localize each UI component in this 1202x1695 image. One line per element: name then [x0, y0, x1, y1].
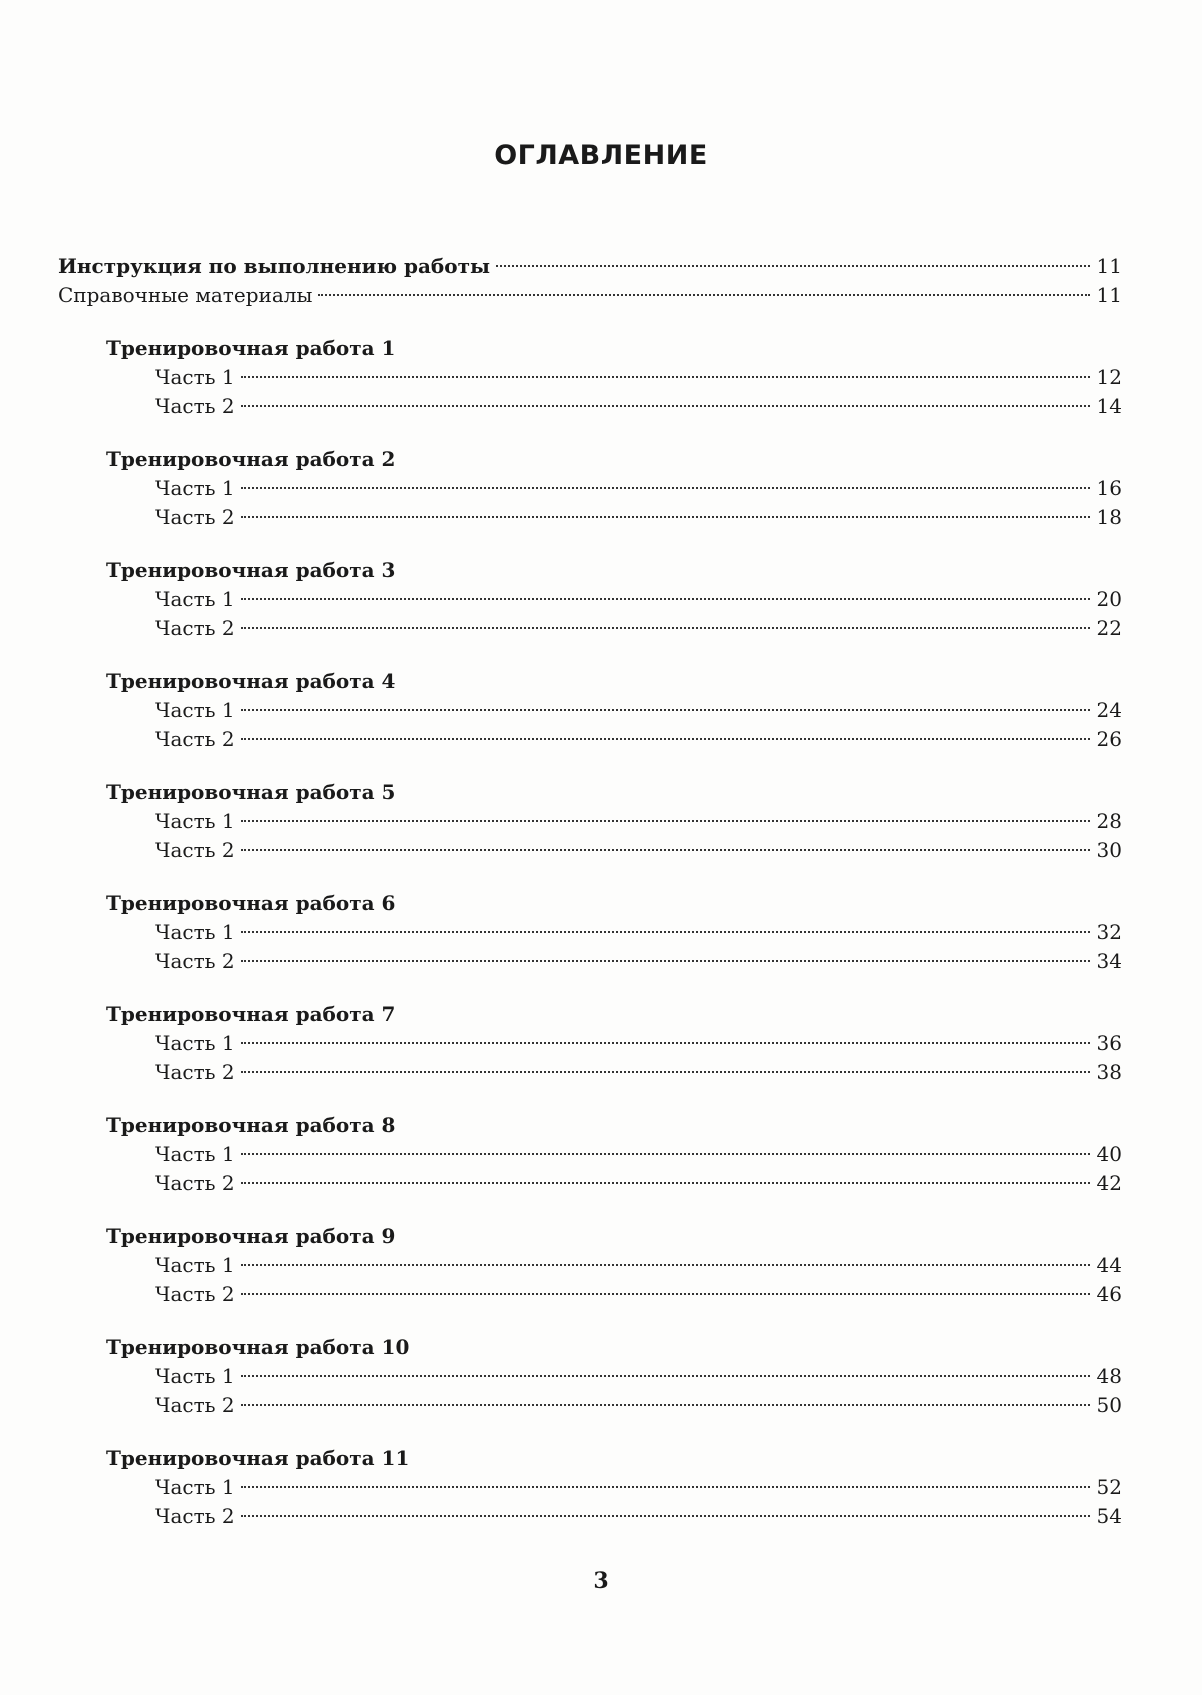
toc-part-2-page-number: 46	[1096, 1282, 1122, 1306]
toc-part-2-page-number: 34	[1096, 949, 1122, 973]
toc-part-2-label: Часть 2	[155, 1060, 235, 1084]
toc-part-2-row[interactable]	[155, 1169, 1122, 1198]
toc-group-training-work-1	[58, 334, 1122, 421]
dot-leader	[241, 1375, 1090, 1377]
dot-leader	[241, 960, 1090, 962]
toc-part-2-page-number: 30	[1096, 838, 1122, 862]
toc-part-2-row[interactable]	[155, 1391, 1122, 1420]
toc-part-2-page-number: 42	[1096, 1171, 1122, 1195]
toc-part-2-row[interactable]	[155, 1058, 1122, 1087]
toc-part-1-row[interactable]	[155, 918, 1122, 947]
page-number: 3	[593, 1568, 609, 1594]
dot-leader	[241, 1182, 1090, 1184]
toc-part-2-row[interactable]	[155, 725, 1122, 754]
toc-reference-materials-row[interactable]	[58, 281, 1122, 310]
toc-part-2-page-number: 50	[1096, 1393, 1122, 1417]
dot-leader	[241, 405, 1090, 407]
toc-group-title[interactable]: Тренировочная работа 10	[106, 1335, 410, 1359]
toc-part-1-page-number: 44	[1096, 1253, 1122, 1277]
toc-group-training-work-3	[58, 556, 1122, 643]
toc-part-1-page-number: 28	[1096, 809, 1122, 833]
dot-leader	[241, 376, 1090, 378]
toc-part-1-label: Часть 1	[155, 920, 235, 944]
toc-group-training-work-4	[58, 667, 1122, 754]
toc-part-1-row[interactable]	[155, 585, 1122, 614]
toc-part-2-label: Часть 2	[155, 394, 235, 418]
dot-leader	[241, 1153, 1090, 1155]
dot-leader	[241, 598, 1090, 600]
toc-group-title[interactable]: Тренировочная работа 1	[106, 336, 396, 360]
toc-group-training-work-7	[58, 1000, 1122, 1087]
toc-part-1-page-number: 40	[1096, 1142, 1122, 1166]
toc-part-2-label: Часть 2	[155, 616, 235, 640]
toc-part-1-page-number: 32	[1096, 920, 1122, 944]
toc-part-1-label: Часть 1	[155, 1364, 235, 1388]
toc-part-1-label: Часть 1	[155, 365, 235, 389]
toc-group-title[interactable]: Тренировочная работа 4	[106, 669, 396, 693]
toc-part-1-label: Часть 1	[155, 476, 235, 500]
toc-part-2-page-number: 14	[1096, 394, 1122, 418]
toc-part-1-row[interactable]	[155, 1362, 1122, 1391]
toc-part-1-label: Часть 1	[155, 698, 235, 722]
toc-part-1-page-number: 20	[1096, 587, 1122, 611]
dot-leader	[241, 627, 1090, 629]
toc-part-1-row[interactable]	[155, 363, 1122, 392]
dot-leader	[241, 516, 1090, 518]
toc-group-training-work-10	[58, 1333, 1122, 1420]
dot-leader	[241, 709, 1090, 711]
toc-part-2-row[interactable]	[155, 1280, 1122, 1309]
toc-part-1-page-number: 52	[1096, 1475, 1122, 1499]
toc-part-2-page-number: 18	[1096, 505, 1122, 529]
toc-part-2-row[interactable]	[155, 614, 1122, 643]
dot-leader	[241, 1071, 1090, 1073]
toc-reference-materials-page-number: 11	[1096, 283, 1122, 307]
toc-group-training-work-5	[58, 778, 1122, 865]
toc-part-2-label: Часть 2	[155, 949, 235, 973]
dot-leader	[241, 1515, 1090, 1517]
dot-leader	[241, 931, 1090, 933]
toc-part-1-page-number: 12	[1096, 365, 1122, 389]
toc-reference-materials-label: Справочные материалы	[58, 283, 313, 307]
dot-leader	[241, 1293, 1090, 1295]
toc-part-1-row[interactable]	[155, 1029, 1122, 1058]
toc-part-2-label: Часть 2	[155, 505, 235, 529]
toc-part-2-row[interactable]	[155, 503, 1122, 532]
toc-part-2-row[interactable]	[155, 392, 1122, 421]
dot-leader	[241, 738, 1090, 740]
toc-instructions-row[interactable]	[58, 252, 1122, 281]
toc-part-1-label: Часть 1	[155, 809, 235, 833]
toc-part-2-label: Часть 2	[155, 838, 235, 862]
toc-part-1-page-number: 24	[1096, 698, 1122, 722]
table-of-contents	[58, 252, 1122, 1531]
dot-leader	[241, 487, 1090, 489]
toc-part-1-label: Часть 1	[155, 1031, 235, 1055]
toc-part-2-page-number: 38	[1096, 1060, 1122, 1084]
toc-part-1-row[interactable]	[155, 1251, 1122, 1280]
toc-instructions-label: Инструкция по выполнению работы	[58, 254, 491, 278]
toc-group-title[interactable]: Тренировочная работа 11	[106, 1446, 410, 1470]
toc-part-1-label: Часть 1	[155, 1142, 235, 1166]
toc-part-1-row[interactable]	[155, 474, 1122, 503]
toc-group-title[interactable]: Тренировочная работа 9	[106, 1224, 396, 1248]
toc-instructions-page-number: 11	[1096, 254, 1122, 278]
toc-part-2-label: Часть 2	[155, 1282, 235, 1306]
toc-part-1-row[interactable]	[155, 1473, 1122, 1502]
toc-part-2-row[interactable]	[155, 836, 1122, 865]
toc-part-1-row[interactable]	[155, 1140, 1122, 1169]
toc-part-1-label: Часть 1	[155, 587, 235, 611]
toc-part-1-page-number: 36	[1096, 1031, 1122, 1055]
dot-leader	[241, 849, 1090, 851]
toc-group-training-work-8	[58, 1111, 1122, 1198]
toc-part-1-label: Часть 1	[155, 1253, 235, 1277]
toc-part-2-page-number: 26	[1096, 727, 1122, 751]
toc-part-1-row[interactable]	[155, 696, 1122, 725]
toc-part-1-label: Часть 1	[155, 1475, 235, 1499]
toc-part-2-label: Часть 2	[155, 1504, 235, 1528]
dot-leader	[241, 1404, 1090, 1406]
dot-leader	[241, 1486, 1090, 1488]
toc-group-training-work-2	[58, 445, 1122, 532]
toc-group-training-work-9	[58, 1222, 1122, 1309]
page-title: ОГЛАВЛЕНИЕ	[494, 140, 708, 171]
toc-part-2-label: Часть 2	[155, 1171, 235, 1195]
toc-part-2-label: Часть 2	[155, 1393, 235, 1417]
toc-group-title[interactable]: Тренировочная работа 2	[106, 447, 396, 471]
toc-group-title[interactable]: Тренировочная работа 8	[106, 1113, 396, 1137]
toc-group-title[interactable]: Тренировочная работа 5	[106, 780, 396, 804]
dot-leader	[241, 1042, 1090, 1044]
dot-leader	[318, 294, 1090, 296]
toc-part-2-page-number: 54	[1096, 1504, 1122, 1528]
toc-group-title[interactable]: Тренировочная работа 6	[106, 891, 396, 915]
toc-part-2-label: Часть 2	[155, 727, 235, 751]
toc-part-2-page-number: 22	[1096, 616, 1122, 640]
toc-part-1-row[interactable]	[155, 807, 1122, 836]
toc-part-1-page-number: 48	[1096, 1364, 1122, 1388]
dot-leader	[241, 1264, 1090, 1266]
dot-leader	[241, 820, 1090, 822]
toc-group-title[interactable]: Тренировочная работа 3	[106, 558, 396, 582]
toc-part-2-row[interactable]	[155, 1502, 1122, 1531]
toc-part-2-row[interactable]	[155, 947, 1122, 976]
toc-part-1-page-number: 16	[1096, 476, 1122, 500]
toc-group-training-work-11	[58, 1444, 1122, 1531]
toc-group-training-work-6	[58, 889, 1122, 976]
dot-leader	[496, 265, 1090, 267]
toc-group-title[interactable]: Тренировочная работа 7	[106, 1002, 396, 1026]
